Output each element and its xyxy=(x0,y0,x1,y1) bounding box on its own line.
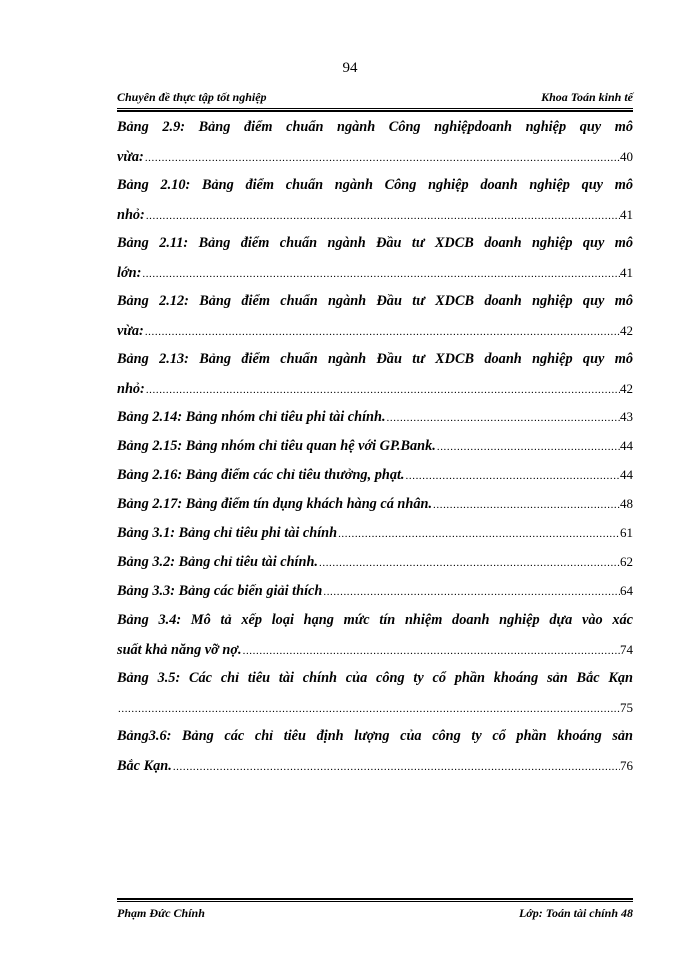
footer-rule-thick xyxy=(117,898,633,900)
dot-leader xyxy=(318,550,620,577)
toc-entry[interactable] xyxy=(117,490,633,517)
toc-page-number: 42 xyxy=(620,381,633,396)
dot-leader xyxy=(145,202,620,231)
toc-entry-continuation: lớn: xyxy=(117,265,142,281)
toc-entry[interactable] xyxy=(117,171,633,229)
toc-entry-continuation: Bắc Kạn. xyxy=(117,758,172,774)
toc-page-number: 76 xyxy=(620,758,633,773)
toc-entry-title: Bảng 2.16: Bảng điểm các chỉ tiêu thưởng, phạt. xyxy=(117,467,405,483)
dot-leader xyxy=(436,434,620,461)
toc-entry[interactable] xyxy=(117,577,633,604)
toc-entry-title: Bảng 3.5: Các chỉ tiêu tài chính của công ty cổ phần khoáng sản Bắc Kạn xyxy=(117,670,633,686)
toc-page-number: 44 xyxy=(620,438,633,453)
toc-entry[interactable] xyxy=(117,403,633,430)
dot-leader xyxy=(432,492,620,519)
toc-entry-title: Bảng 2.14: Bảng nhóm chỉ tiêu phi tài chính. xyxy=(117,409,386,425)
toc-entry-title: Bảng 2.17: Bảng điểm tín dụng khách hàng cá nhân. xyxy=(117,496,433,512)
toc-entry-title: Bảng 2.13: Bảng điểm chuẩn ngành Đầu tư XDCB doanh nghiệp quy mô xyxy=(117,351,633,367)
toc-entry[interactable] xyxy=(117,345,633,403)
toc-entry-title: Bảng 2.9: Bảng điểm chuẩn ngành Công nghiệpdoanh nghiệp quy mô xyxy=(117,119,633,135)
toc-entry[interactable] xyxy=(117,664,633,722)
toc-entry[interactable] xyxy=(117,113,633,171)
toc-page-number: 62 xyxy=(620,554,633,569)
dot-leader xyxy=(322,579,620,606)
toc-page-number: 40 xyxy=(620,149,633,164)
header-right: Khoa Toán kinh tế xyxy=(541,90,633,104)
toc-entry-title: Bảng 2.12: Bảng điểm chuẩn ngành Đầu tư XDCB doanh nghiệp quy mô xyxy=(117,293,633,309)
toc-entry-continuation: vừa: xyxy=(117,149,144,165)
table-of-contents xyxy=(117,113,633,780)
toc-entry-continuation: suất khả năng vỡ nợ. xyxy=(117,642,242,658)
toc-page-number: 41 xyxy=(620,265,633,280)
dot-leader xyxy=(386,405,620,432)
toc-page-number: 42 xyxy=(620,323,633,338)
toc-entry-title: Bảng 3.4: Mô tả xếp loại hạng mức tín nhiệm doanh nghiệp dựa vào xác xyxy=(117,612,633,628)
footer-rule-thin xyxy=(117,901,633,902)
toc-entry[interactable] xyxy=(117,548,633,575)
dot-leader xyxy=(405,463,620,490)
dot-leader xyxy=(117,695,620,724)
toc-entry[interactable] xyxy=(117,519,633,546)
dot-leader xyxy=(141,260,620,289)
toc-entry[interactable] xyxy=(117,229,633,287)
toc-entry-title: Bảng 2.15: Bảng nhóm chỉ tiêu quan hệ với GP.Bank. xyxy=(117,438,436,454)
dot-leader xyxy=(145,376,620,405)
toc-entry[interactable] xyxy=(117,606,633,664)
toc-page-number: 43 xyxy=(620,409,633,424)
header-rule-thick xyxy=(117,110,633,112)
dot-leader xyxy=(144,318,620,347)
header-rule-thin xyxy=(117,108,633,109)
toc-entry-title: Bảng 2.11: Bảng điểm chuẩn ngành Đầu tư XDCB doanh nghiệp quy mô xyxy=(117,235,633,251)
toc-entry-title: Bảng 3.3: Bảng các biến giải thích xyxy=(117,583,323,599)
toc-page-number: 75 xyxy=(620,700,633,715)
toc-entry-title: Bảng3.6: Bảng các chỉ tiêu định lượng của công ty cổ phần khoáng sản xyxy=(117,728,633,744)
dot-leader xyxy=(172,753,620,782)
toc-page-number: 41 xyxy=(620,207,633,222)
toc-entry-title: Bảng 3.2: Bảng chỉ tiêu tài chính. xyxy=(117,554,318,570)
toc-page-number: 48 xyxy=(620,496,633,511)
dot-leader xyxy=(242,637,620,666)
toc-entry-title: Bảng 2.10: Bảng điểm chuẩn ngành Công nghiệp doanh nghiệp quy mô xyxy=(117,177,633,193)
toc-page-number: 74 xyxy=(620,642,633,657)
toc-entry[interactable] xyxy=(117,287,633,345)
page-number: 94 xyxy=(342,60,358,76)
toc-entry-continuation: nhỏ: xyxy=(117,381,145,397)
toc-page-number: 61 xyxy=(620,525,633,540)
toc-entry[interactable] xyxy=(117,461,633,488)
toc-entry-title: Bảng 3.1: Bảng chỉ tiêu phi tài chính xyxy=(117,525,338,541)
toc-entry-continuation: vừa: xyxy=(117,323,144,339)
toc-entry[interactable] xyxy=(117,722,633,780)
footer-right: Lớp: Toán tài chính 48 xyxy=(518,906,633,920)
toc-page-number: 64 xyxy=(620,583,633,598)
footer-left: Phạm Đức Chính xyxy=(117,906,205,920)
dot-leader xyxy=(337,521,620,548)
header-left: Chuyên đề thực tập tốt nghiệp xyxy=(117,90,267,104)
toc-entry-continuation: nhỏ: xyxy=(117,207,145,223)
dot-leader xyxy=(144,144,620,173)
toc-page-number: 44 xyxy=(620,467,633,482)
toc-entry[interactable] xyxy=(117,432,633,459)
